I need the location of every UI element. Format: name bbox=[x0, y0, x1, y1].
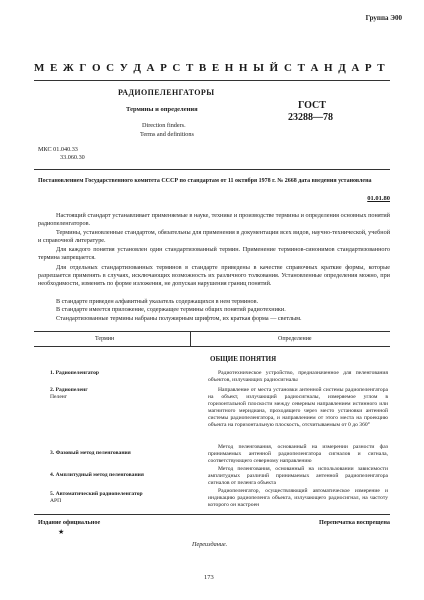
banner-letter: Е bbox=[49, 62, 63, 74]
banner-letter: М bbox=[34, 62, 50, 74]
paragraph: Для отдельных стандартизованных терминов в стандарте приведены в качестве справочных краткие формы, которые разрешается применять в случаях, исключающих возможность их различного толкования. Установленные определения можно, при необходимости, изменять по форме изложения, не допуская нарушения границ понятий. bbox=[38, 264, 390, 288]
banner-letter: А bbox=[351, 62, 365, 74]
gost-code: 23288—78 bbox=[288, 112, 333, 123]
banner-letter: Ы bbox=[253, 62, 270, 74]
banner-letter: С bbox=[172, 62, 186, 74]
paragraph: В стандарте имеется приложение, содержащее термины общих понятий радиотехники. bbox=[56, 306, 286, 313]
intro-date: 01.01.80 bbox=[367, 195, 390, 202]
page-number: 173 bbox=[204, 574, 214, 581]
paragraph: Стандартизованные термины набраны полужирным шрифтом, их краткая форма — светлым. bbox=[56, 315, 302, 322]
section-heading: ОБЩИЕ ПОНЯТИЯ bbox=[210, 355, 277, 363]
banner-letter: Т bbox=[297, 62, 311, 74]
table-header-rule bbox=[34, 346, 390, 347]
banner-letter: Р bbox=[160, 62, 172, 74]
paragraph: Настоящий стандарт устанавливает применяемые в науке, технике и производстве термины и определения основных понятий радиопеленгаторов. bbox=[38, 212, 390, 228]
banner-letter: Г bbox=[79, 62, 92, 74]
banner-letter: С bbox=[106, 62, 120, 74]
paragraph: В стандарте приведен алфавитный указатель содержащихся в нем терминов. bbox=[56, 298, 259, 305]
banner-rule bbox=[34, 80, 390, 81]
gost-number bbox=[288, 100, 333, 124]
term-row-5: 5. Автоматический радиопеленгатор bbox=[50, 491, 143, 497]
banner-letter: Ж bbox=[62, 62, 79, 74]
banner-letter: Т bbox=[185, 62, 199, 74]
banner-letter: Т bbox=[377, 62, 390, 74]
banner-letter: Д bbox=[133, 62, 147, 74]
group-code: Группа Э00 bbox=[365, 14, 402, 22]
column-header-definition: Определение bbox=[278, 336, 312, 342]
banner-letter: Н bbox=[324, 62, 338, 74]
paragraph: Термины, установленные стандартом, обязательны для применения в документации всех видов, научно-технической, учебной и справочной литературе. bbox=[38, 229, 390, 245]
term-row-4: 4. Амплитудный метод пеленгования bbox=[50, 472, 144, 478]
banner-letter: Д bbox=[338, 62, 351, 74]
reissue-note: Переиздание. bbox=[192, 541, 228, 548]
definition-row-1: Радиотехническое устройство, предназначенное для пеленгования объектов, излучающих радиосигналы bbox=[208, 370, 388, 383]
decree-text: Постановлением Государственного комитета СССР по стандартам от 11 октября 1978 г. № 2668 дата введения установлена bbox=[38, 178, 372, 184]
term-row-2: 2. Радиопеленг bbox=[50, 387, 88, 393]
banner-letter: О bbox=[91, 62, 106, 74]
banner-letter: А bbox=[146, 62, 160, 74]
banner-letter: Н bbox=[238, 62, 253, 74]
banner-letter: Н bbox=[224, 62, 239, 74]
english-title: Direction finders. bbox=[142, 122, 186, 129]
star-icon: ★ bbox=[58, 528, 65, 536]
banner-letter: Е bbox=[211, 62, 225, 74]
definition-row-3: Метод пеленгования, основанный на измерении разности фаз принимаемых антенной радиопеленгатора сигналов и сигнала, соответствующего северному направлению bbox=[208, 444, 388, 464]
standard-banner bbox=[34, 62, 390, 74]
english-subtitle: Terms and definitions bbox=[140, 131, 194, 138]
document-subtitle: Термины и определения bbox=[126, 106, 198, 113]
banner-letter: Й bbox=[269, 62, 284, 74]
gost-label: ГОСТ bbox=[298, 100, 326, 111]
banner-letter: У bbox=[119, 62, 133, 74]
definition-row-2: Направление от места установки антенной системы радиопеленгатора на объект, излучающий радиосигналы, измеряемое углом в горизонтальной плоскости между северным направлением истинного или магнитного меридиана, проходящего через место установки антенной системы радиопеленгатора, и направлением от этого места на проекцию объекта на горизонтальную плоскость, отсчитываемым от 0 до 360° bbox=[208, 387, 388, 428]
banner-letter: В bbox=[198, 62, 212, 74]
banner-letter: Р bbox=[364, 62, 377, 74]
synonym-row-5: АРП bbox=[50, 498, 62, 504]
column-header-term: Термин bbox=[95, 336, 115, 342]
banner-letter: А bbox=[310, 62, 324, 74]
definition-row-5: Радиопеленгатор, осуществляющий автоматическое измерение и индикацию радиопеленга объекта, излучающего радиосигнал, на частоту которого он настроен bbox=[208, 488, 388, 508]
mks-code: МКС 01.040.33 bbox=[38, 146, 78, 153]
document-title: РАДИОПЕЛЕНГАТОРЫ bbox=[118, 88, 215, 97]
banner-letter: С bbox=[284, 62, 298, 74]
mks-code-2: 33.060.30 bbox=[60, 154, 85, 161]
reprint-prohibited: Перепечатка воспрещена bbox=[319, 519, 390, 526]
synonym-row-2: Пеленг bbox=[50, 394, 68, 400]
term-row-3: 3. Фазовый метод пеленгования bbox=[50, 450, 131, 456]
table-top-rule bbox=[34, 331, 390, 332]
table-bottom-rule bbox=[34, 514, 390, 515]
table-column-divider bbox=[190, 331, 191, 346]
term-row-1: 1. Радиопеленгатор bbox=[50, 370, 99, 376]
title-rule bbox=[34, 169, 390, 170]
official-edition: Издание официальное bbox=[38, 519, 101, 526]
definition-row-4: Метод пеленгования, основанный на использовании зависимости амплитудных различий принимаемых антенной радиопеленгатора сигналов от пеленга объекта bbox=[208, 466, 388, 486]
paragraph: Для каждого понятия установлен один стандартизованный термин. Применение терминов-синонимов стандартизованного термина запрещается. bbox=[38, 246, 390, 262]
